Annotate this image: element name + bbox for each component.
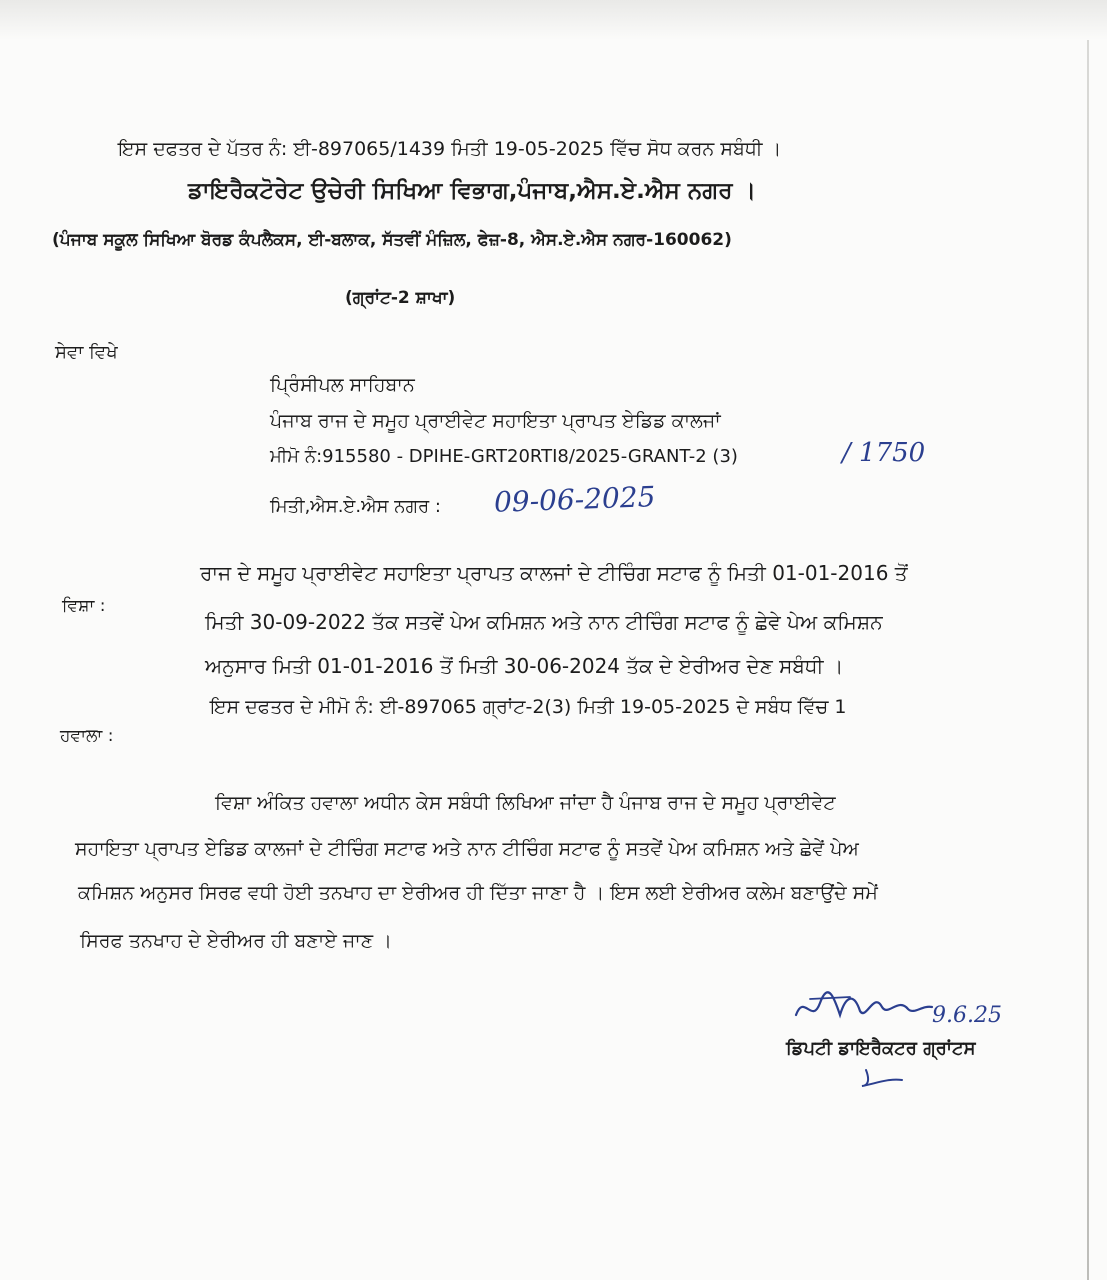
addressee-to: ਪ੍ਰਿੰਸੀਪਲ ਸਾਹਿਬਾਨ: [270, 374, 415, 396]
memo-handwritten-number: / 1750: [842, 438, 926, 468]
signature-date: 9.6.25: [932, 1003, 1002, 1028]
reference-heading: ਇਸ ਦਫਤਰ ਦੇ ਪੱਤਰ ਨੰ: ਈ-897065/1439 ਮਿਤੀ 19-05-2025 ਵਿੱਚ ਸੋਧ ਕਰਨ ਸਬੰਧੀ ।: [118, 138, 782, 160]
signature-scribble: [790, 985, 940, 1031]
body-line-4: ਸਿਰਫ ਤਨਖਾਹ ਦੇ ਏਰੀਅਰ ਹੀ ਬਣਾਏ ਜਾਣ ।: [80, 930, 392, 952]
page-top-shadow: [0, 0, 1107, 40]
branch-name: (ਗ੍ਰਾਂਟ-2 ਸ਼ਾਖਾ): [345, 288, 456, 308]
body-line-1: ਵਿਸ਼ਾ ਅੰਕਿਤ ਹਵਾਲਾ ਅਧੀਨ ਕੇਸ ਸਬੰਧੀ ਲਿਖਿਆ ਜਾਂਦਾ ਹੈ ਪੰਜਾਬ ਰਾਜ ਦੇ ਸਮੂਹ ਪ੍ਰਾਈਵੇਟ: [215, 792, 836, 814]
handwritten-date: 09-06-2025: [493, 480, 656, 519]
initial-mark: [858, 1064, 908, 1090]
reference-text: ਇਸ ਦਫਤਰ ਦੇ ਮੀਮੋ ਨੰ: ਈ-897065 ਗ੍ਰਾਂਟ-2(3) ਮਿਤੀ 19-05-2025 ਦੇ ਸਬੰਧ ਵਿੱਚ 1: [210, 696, 847, 718]
subject-line-2: ਮਿਤੀ 30-09-2022 ਤੱਕ ਸਤਵੇਂ ਪੇਅ ਕਮਿਸ਼ਨ ਅਤੇ ਨਾਨ ਟੀਚਿੰਗ ਸਟਾਫ ਨੂੰ ਛੇਵੇ ਪੇਅ ਕਮਿਸ਼ਨ: [205, 610, 883, 634]
subject-line-1: ਰਾਜ ਦੇ ਸਮੂਹ ਪ੍ਰਾਈਵੇਟ ਸਹਾਇਤਾ ਪ੍ਰਾਪਤ ਕਾਲਜਾਂ ਦੇ ਟੀਚਿੰਗ ਸਟਾਫ ਨੂੰ ਮਿਤੀ 01-01-2016 ਤੋਂ: [200, 561, 908, 585]
department-title: ਡਾਇਰੈਕਟੋਰੇਟ ਉਚੇਰੀ ਸਿਖਿਆ ਵਿਭਾਗ,ਪੰਜਾਬ,ਐਸ.ਏ.ਐਸ ਨਗਰ ।: [188, 178, 757, 204]
subject-line-3: ਅਨੁਸਾਰ ਮਿਤੀ 01-01-2016 ਤੋਂ ਮਿਤੀ 30-06-2024 ਤੱਕ ਦੇ ਏਰੀਅਰ ਦੇਣ ਸਬੰਧੀ ।: [205, 654, 844, 678]
salutation: ਸੇਵਾ ਵਿਖੇ: [55, 342, 118, 363]
page-right-edge: [1087, 40, 1089, 1280]
date-label: ਮਿਤੀ,ਐਸ.ਏ.ਐਸ ਨਗਰ :: [270, 496, 441, 517]
signatory-designation: ਡਿਪਟੀ ਡਾਇਰੈਕਟਰ ਗ੍ਰਾਂਟਸ: [786, 1038, 976, 1059]
department-address: (ਪੰਜਾਬ ਸਕੂਲ ਸਿਖਿਆ ਬੋਰਡ ਕੰਪਲੈਕਸ, ਈ-ਬਲਾਕ, ਸੱਤਵੀਂ ਮੰਜ਼ਿਲ, ਫੇਜ਼-8, ਐਸ.ਏ.ਐਸ ਨਗਰ-160062): [52, 230, 732, 250]
memo-number: ਮੀਮੋ ਨੰ:915580 - DPIHE-GRT20RTI8/2025-GRANT-2 (3): [270, 446, 738, 467]
body-line-2: ਸਹਾਇਤਾ ਪ੍ਰਾਪਤ ਏਡਿਡ ਕਾਲਜਾਂ ਦੇ ਟੀਚਿੰਗ ਸਟਾਫ ਅਤੇ ਨਾਨ ਟੀਚਿੰਗ ਸਟਾਫ ਨੂੰ ਸਤਵੇਂ ਪੇਅ ਕਮਿਸ਼ਨ ਅਤੇ ਛੇਵੇਂ ਪੇਅ: [75, 838, 859, 860]
body-line-3: ਕਮਿਸ਼ਨ ਅਨੁਸਰ ਸਿਰਫ ਵਧੀ ਹੋਈ ਤਨਖਾਹ ਦਾ ਏਰੀਅਰ ਹੀ ਦਿੱਤਾ ਜਾਣਾ ਹੈ । ਇਸ ਲਈ ਏਰੀਅਰ ਕਲੇਮ ਬਣਾਉਂਦੇ ਸਮੇਂ: [78, 882, 878, 904]
subject-label: ਵਿਸ਼ਾ :: [62, 596, 106, 616]
reference-label: ਹਵਾਲਾ :: [60, 726, 114, 746]
addressee-colleges: ਪੰਜਾਬ ਰਾਜ ਦੇ ਸਮੂਹ ਪ੍ਰਾਈਵੇਟ ਸਹਾਇਤਾ ਪ੍ਰਾਪਤ ਏਡਿਡ ਕਾਲਜਾਂ: [270, 410, 721, 432]
